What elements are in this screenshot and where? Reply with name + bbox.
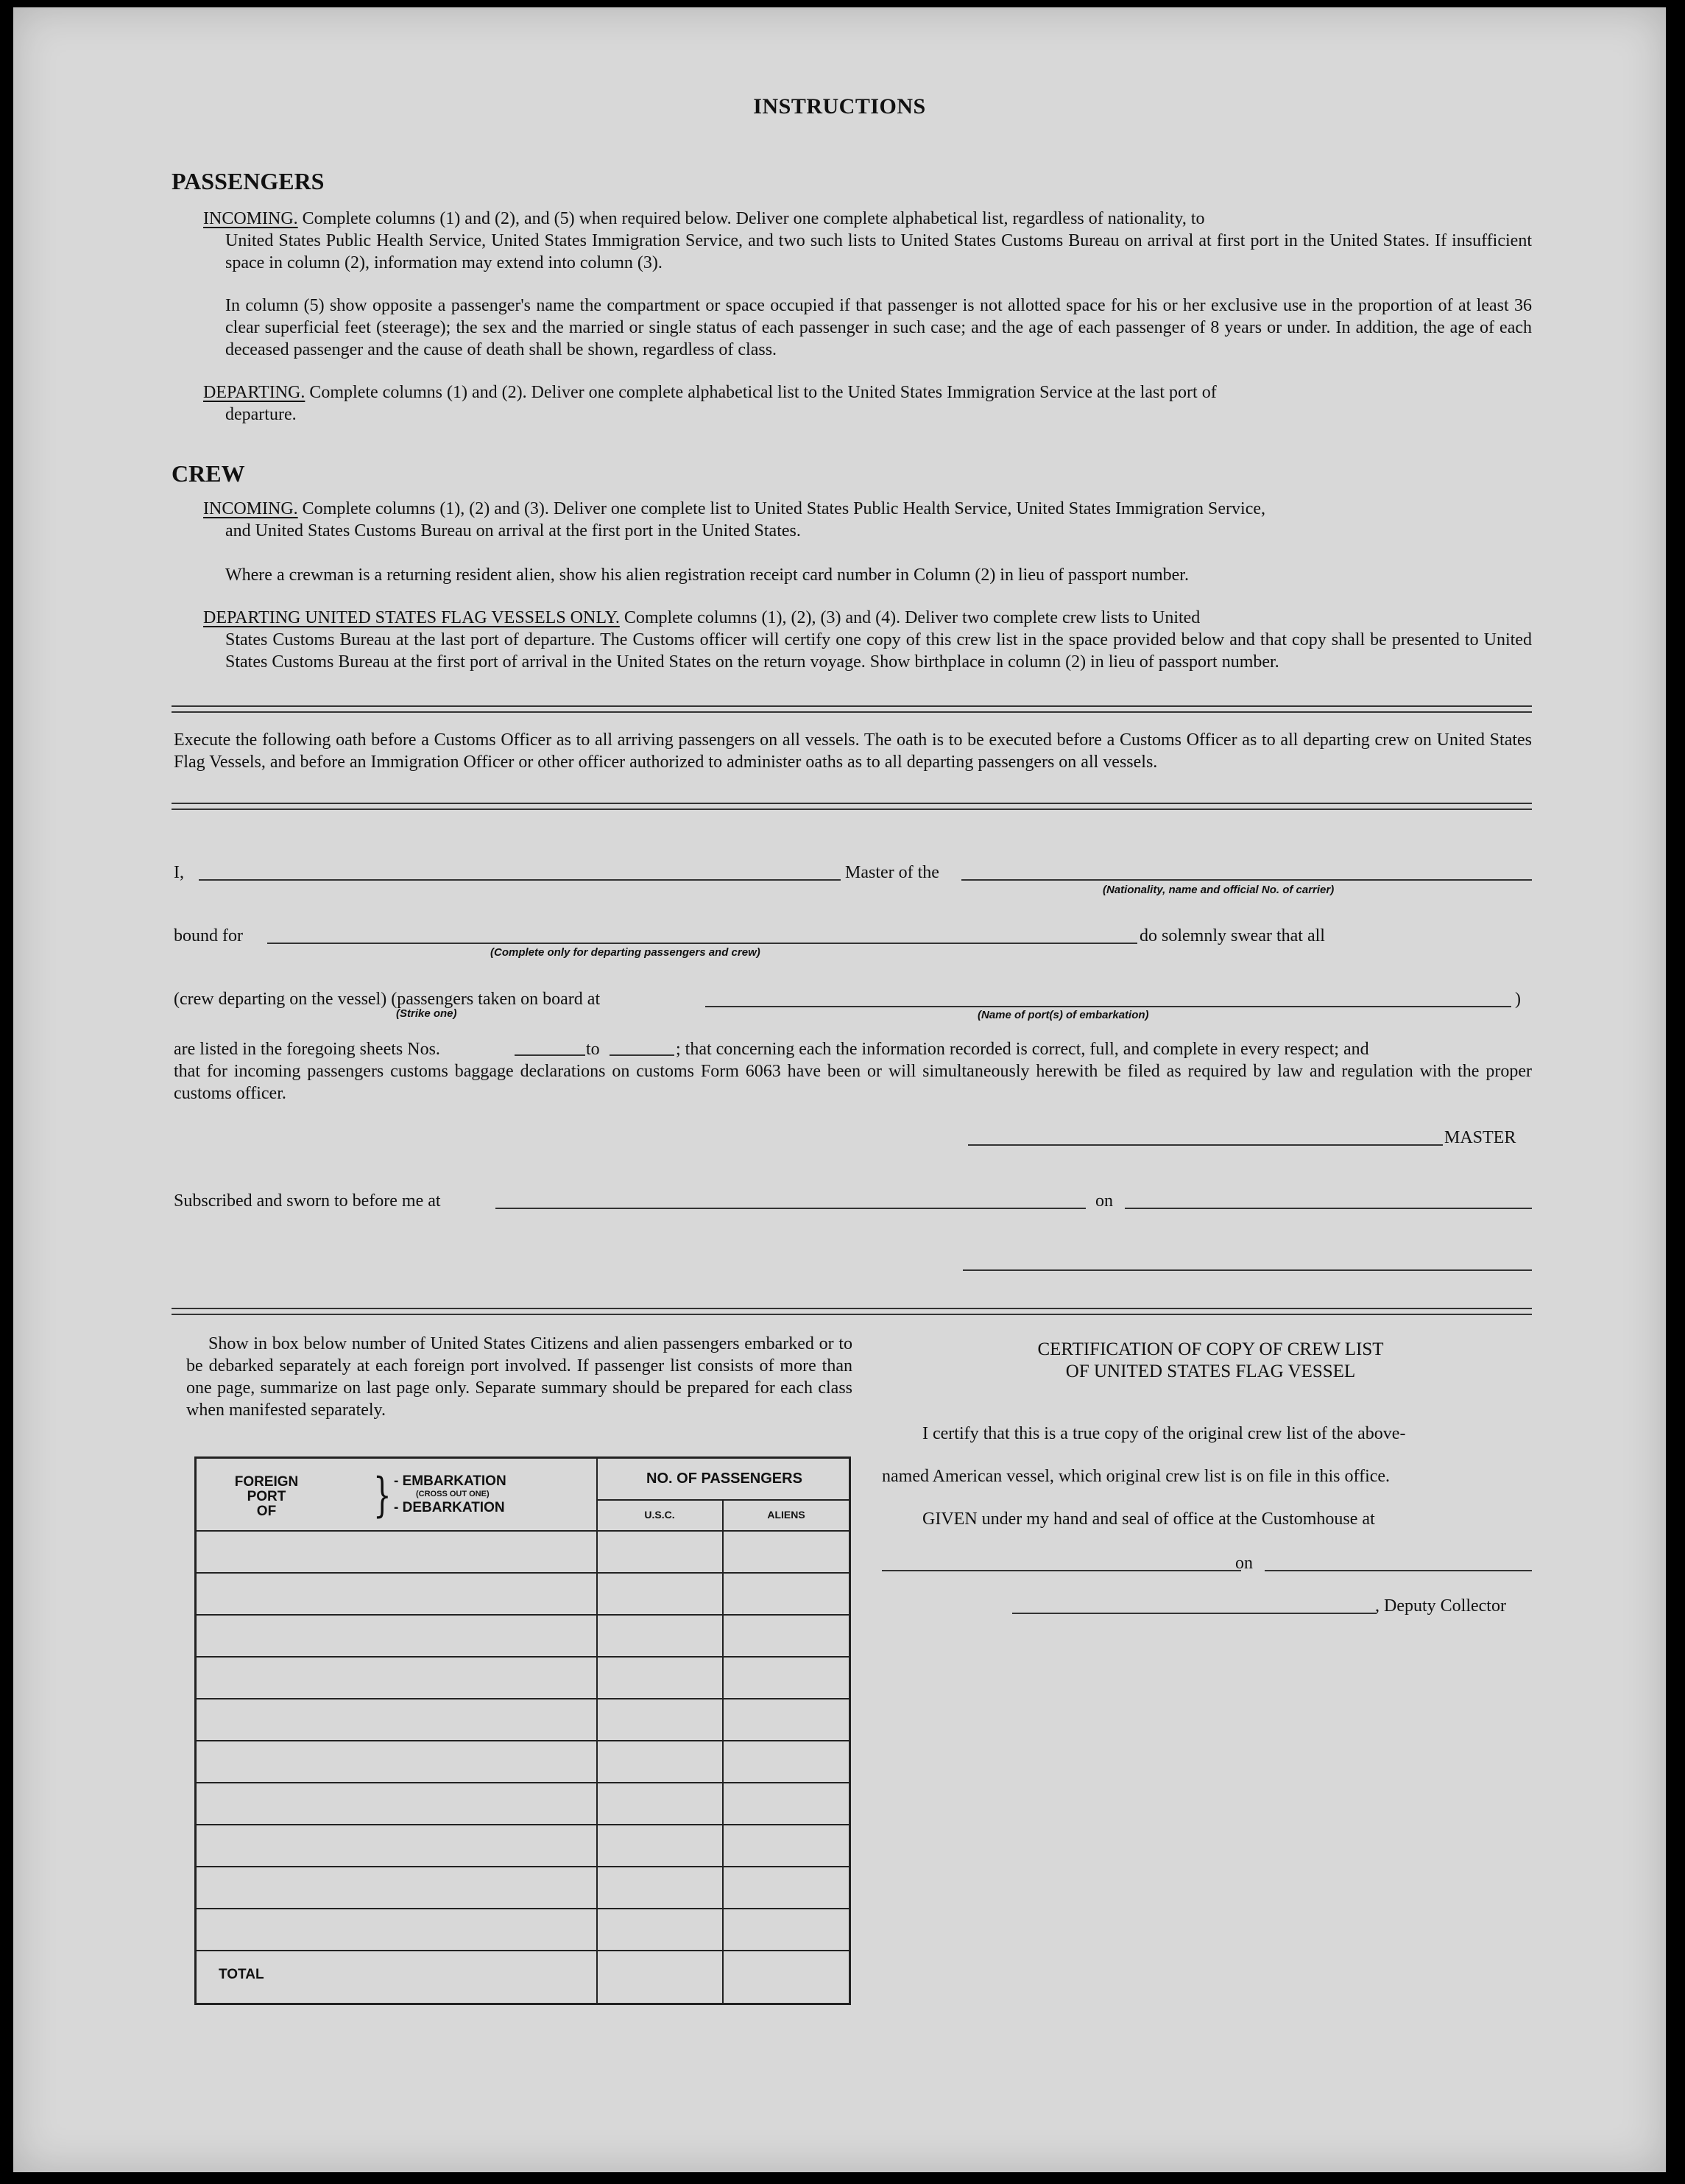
master-signature-field[interactable]	[968, 1144, 1443, 1146]
master-name-field[interactable]	[199, 879, 841, 881]
certification-title-line1: CERTIFICATION OF COPY OF CREW LIST	[1037, 1339, 1384, 1359]
passengers-incoming-rest: United States Public Health Service, United States Immigration Service, and two such lists to United States Customs Bureau on arrival at first port in the United States. If insufficient space in column (2), information may extend into column (3).	[225, 231, 1532, 272]
ports-embarkation-field[interactable]	[705, 1006, 1511, 1007]
deputy-collector-label: , Deputy Collector	[1375, 1596, 1506, 1616]
master-of-label: Master of the	[845, 863, 939, 882]
on-label: on	[1095, 1191, 1113, 1211]
subscribed-label: Subscribed and sworn to before me at	[174, 1191, 441, 1211]
bound-for-label: bound for	[174, 926, 243, 945]
crew-incoming-rest: and United States Customs Bureau on arrival at the first port in the United States.	[225, 521, 801, 540]
ports-caption: (Name of port(s) of embarkation)	[978, 1009, 1149, 1021]
form-page	[13, 7, 1666, 2172]
table-row-divider	[197, 1950, 849, 1951]
certify-line1: I certify that this is a true copy of the original crew list of the above-	[922, 1424, 1406, 1443]
certification-date-field[interactable]	[1265, 1570, 1532, 1571]
divider	[172, 711, 1532, 713]
complete-only-caption: (Complete only for departing passengers and crew)	[490, 946, 760, 959]
carrier-caption: (Nationality, name and official No. of carrier)	[1103, 884, 1335, 896]
are-listed-label: are listed in the foregoing sheets Nos.	[174, 1040, 440, 1059]
passengers-incoming-label: INCOMING.	[203, 209, 298, 228]
summary-instructions: Show in box below number of United States Citizens and alien passengers embarked or to be debarked separately at each foreign port involved. If passenger list consists of more than one page, summarize on last page only. Separate summary should be prepared for each class when manifested separately.	[186, 1334, 852, 1420]
table-row-divider	[197, 1740, 849, 1741]
table-column-divider	[722, 1499, 724, 2003]
passengers-departing-label: DEPARTING.	[203, 383, 305, 402]
crew-departing-rest: States Customs Bureau at the last port of departure. The Customs officer will certify one copy of this crew list in the space provided below and that copy shall be presented to United States Customs Bureau at the first port of arrival in the United States on the return voyage. Show birthplace in column (2) in lieu of passport number.	[225, 630, 1532, 672]
passengers-departing-paragraph	[203, 381, 1532, 404]
foreign-port-header	[226, 1475, 307, 1519]
of-label: OF	[256, 1504, 277, 1519]
passengers-departing-rest: departure.	[225, 405, 297, 424]
crew-heading: CREW	[172, 460, 245, 487]
officer-signature-field[interactable]	[963, 1269, 1532, 1271]
divider	[172, 705, 1532, 707]
sworn-date-field[interactable]	[1125, 1208, 1532, 1209]
table-header-divider	[596, 1499, 849, 1501]
certification-title-line2: OF UNITED STATES FLAG VESSEL	[1065, 1362, 1356, 1381]
cross-out-caption: (CROSS OUT ONE)	[416, 1490, 490, 1498]
certification-title	[889, 1339, 1532, 1383]
divider	[172, 803, 1532, 804]
divider	[172, 1314, 1532, 1315]
master-label: MASTER	[1444, 1128, 1516, 1147]
debarkation-label: - DEBARKATION	[394, 1500, 505, 1515]
crew-incoming-line1: Complete columns (1), (2) and (3). Deliver one complete list to United States Public Health Service, United States Immigration Service,	[297, 499, 1266, 518]
aliens-header: ALIENS	[767, 1509, 805, 1521]
sheet-from-field[interactable]	[515, 1054, 585, 1056]
oath-i-label: I,	[174, 863, 184, 882]
crew-incoming-paragraph	[203, 498, 1532, 520]
table-row-divider	[197, 1782, 849, 1783]
crew-departing-label: DEPARTING UNITED STATES FLAG VESSELS ONLY.	[203, 608, 620, 627]
port-label: PORT	[247, 1489, 286, 1504]
table-row-divider	[197, 1656, 849, 1658]
certify-line2: named American vessel, which original crew list is on file in this office.	[882, 1467, 1391, 1486]
crew-departing-line1: Complete columns (1), (2), (3) and (4). Deliver two complete crew lists to United	[619, 608, 1201, 627]
passengers-column5-paragraph: In column (5) show opposite a passenger's name the compartment or space occupied if that passenger is not allotted space for his or her exclusive use in the proportion of at least 36 clear superficial feet (steerage); the sex and the married or single status of each passenger in such case; and the age of each passenger of 8 years or under. In addition, the age of each deceased passenger and the cause of death shall be shown, regardless of class.	[225, 296, 1532, 359]
no-of-passengers-header: NO. OF PASSENGERS	[646, 1470, 802, 1487]
to-label: to	[586, 1040, 600, 1059]
sheet-to-field[interactable]	[610, 1054, 674, 1056]
embarkation-label: - EMBARKATION	[394, 1473, 506, 1489]
oath-statement-line1: ; that concerning each the information recorded is correct, full, and complete in every respect; and	[676, 1040, 1369, 1059]
passengers-incoming-paragraph	[203, 208, 1532, 230]
table-row-divider	[197, 1530, 849, 1532]
table-row-divider	[197, 1866, 849, 1867]
foreign-label: FOREIGN	[234, 1474, 299, 1490]
crew-passengers-label: (crew departing on the vessel) (passengers taken on board at	[174, 990, 601, 1009]
crew-incoming-label: INCOMING.	[203, 499, 298, 518]
table-column-divider	[596, 1459, 598, 2003]
crew-departing-paragraph	[203, 607, 1532, 629]
total-row-label: TOTAL	[219, 1967, 264, 1982]
crew-returning-paragraph: Where a crewman is a returning resident alien, show his alien registration receipt card number in Column (2) in lieu of passport number.	[225, 566, 1189, 585]
bound-for-field[interactable]	[267, 943, 1137, 944]
deputy-collector-signature-field[interactable]	[1012, 1613, 1377, 1614]
page-title: INSTRUCTIONS	[753, 94, 926, 119]
customhouse-field[interactable]	[882, 1570, 1241, 1571]
strike-one-caption: (Strike one)	[396, 1007, 457, 1020]
oath-instructions: Execute the following oath before a Customs Officer as to all arriving passengers on all vessels. The oath is to be executed before a Customs Officer as to all departing crew on United States Flag Vessels, and before an Immigration Officer or other officer authorized to administer oaths as to all departing passengers on all vessels.	[174, 730, 1532, 772]
table-row-divider	[197, 1698, 849, 1699]
carrier-field[interactable]	[961, 879, 1532, 881]
usc-header: U.S.C.	[644, 1509, 675, 1521]
table-row-divider	[197, 1824, 849, 1825]
passenger-summary-table	[194, 1456, 851, 2005]
oath-statement-rest: that for incoming passengers customs baggage declarations on customs Form 6063 have been or will simultaneously herewith be filed as required by law and regulation with the proper customs officer.	[174, 1062, 1532, 1103]
table-row-divider	[197, 1614, 849, 1616]
given-line: GIVEN under my hand and seal of office at the Customhouse at	[922, 1510, 1375, 1529]
divider	[172, 1308, 1532, 1309]
table-row-divider	[197, 1908, 849, 1909]
close-paren: )	[1515, 990, 1521, 1009]
passengers-heading: PASSENGERS	[172, 168, 325, 194]
passengers-departing-line1: Complete columns (1) and (2). Deliver one complete alphabetical list to the United States Immigration Service at the last port of	[305, 383, 1217, 402]
cert-on-label: on	[1235, 1554, 1253, 1573]
table-row-divider	[197, 1572, 849, 1574]
divider	[172, 809, 1532, 810]
do-solemnly-label: do solemnly swear that all	[1140, 926, 1325, 945]
brace-icon: }	[373, 1468, 392, 1523]
sworn-place-field[interactable]	[495, 1208, 1086, 1209]
passengers-incoming-line1: Complete columns (1) and (2), and (5) when required below. Deliver one complete alphabetical list, regardless of nationality, to	[297, 209, 1205, 228]
